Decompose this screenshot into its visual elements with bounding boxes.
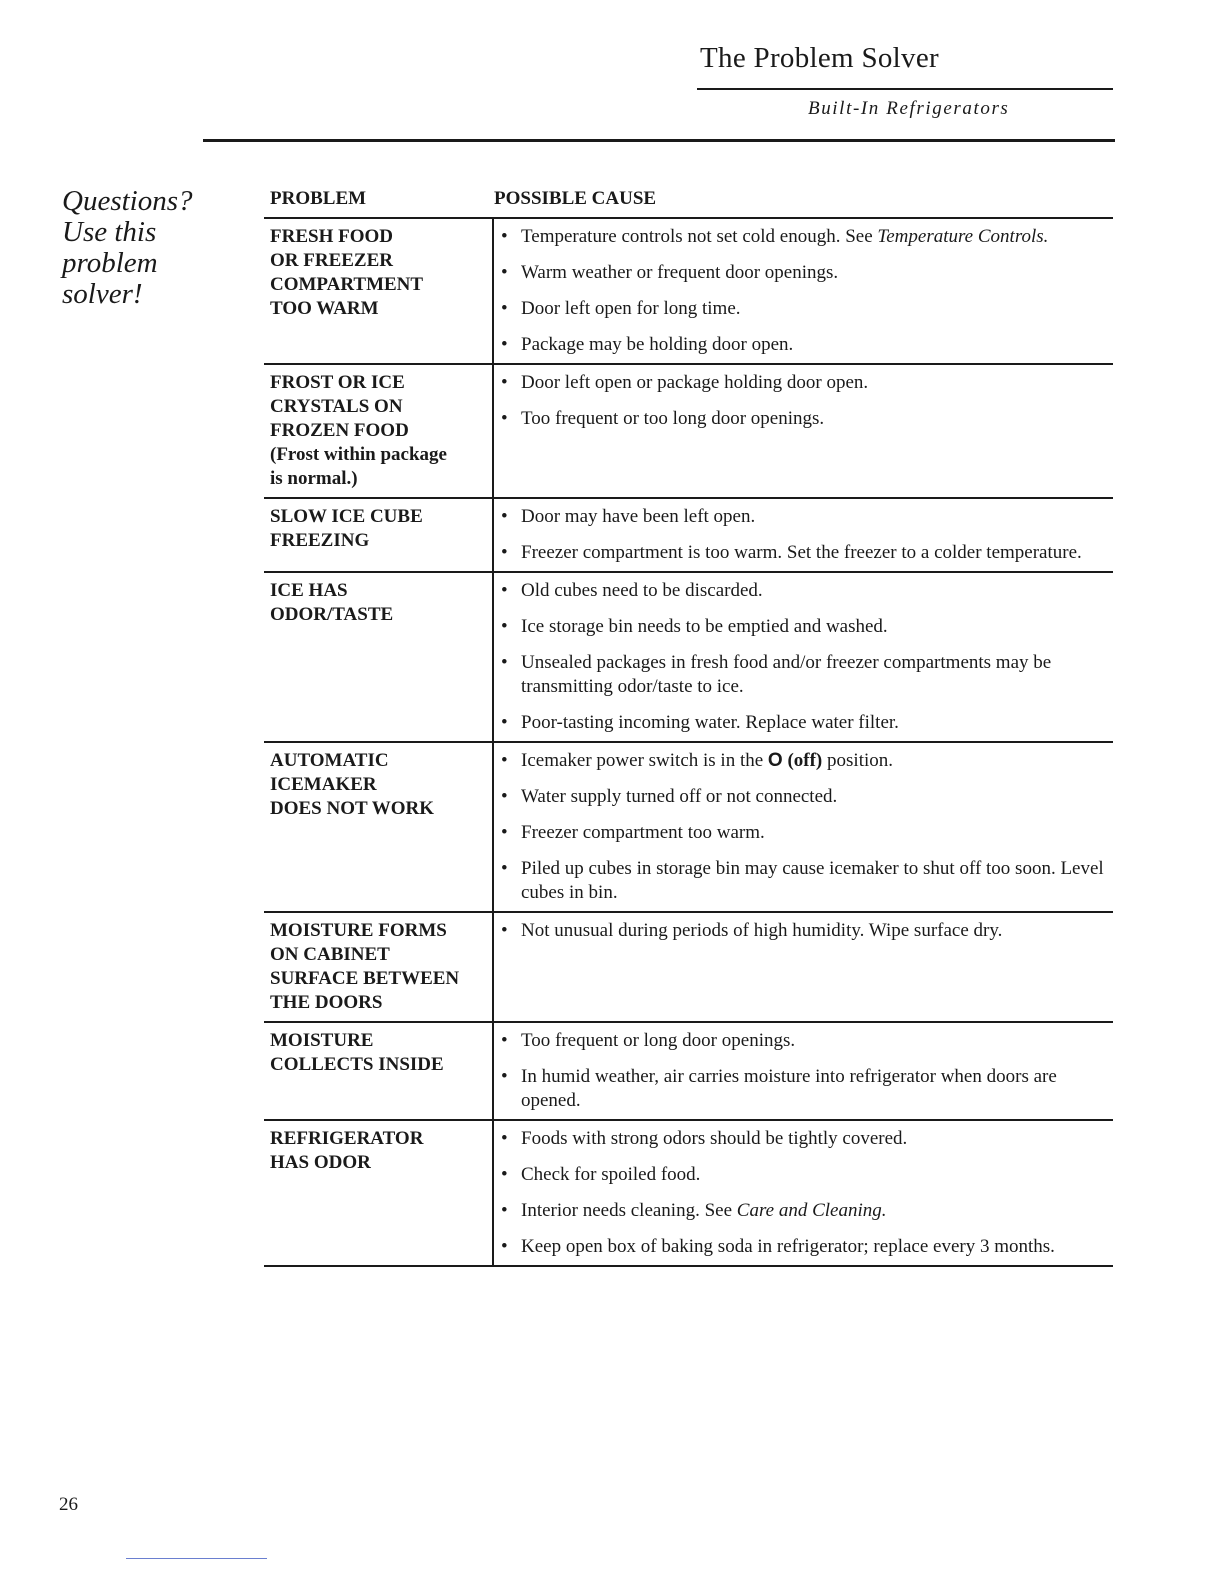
problem-line: OR FREEZER: [270, 250, 393, 271]
cause-text: Too frequent or long door openings.: [521, 1030, 796, 1051]
problem-line: (Frost within package: [270, 444, 447, 465]
cause-item: [501, 821, 1113, 845]
cause-text: Foods with strong odors should be tightly covered.: [521, 1128, 908, 1149]
cause-text: Icemaker power switch is in the: [521, 750, 768, 771]
problem-cell: [264, 1023, 494, 1119]
problem-line: MOISTURE: [270, 1030, 374, 1051]
tagline-line: Questions?: [62, 185, 193, 217]
cause-text: Door left open or package holding door open.: [521, 372, 869, 393]
problem-cell: [264, 1121, 494, 1265]
problem-line: ICEMAKER: [270, 774, 377, 795]
problem-line: SURFACE BETWEEN: [270, 968, 460, 989]
cause-text: Warm weather or frequent door openings.: [521, 262, 839, 283]
problem-line: DOES NOT WORK: [270, 798, 435, 819]
cause-text: In humid weather, air carries moisture into refrigerator when doors are opened.: [521, 1066, 1057, 1111]
problem-cell: [264, 219, 494, 363]
problem-line: AUTOMATIC: [270, 750, 389, 771]
table-row: [264, 743, 1113, 913]
page-header-title: The Problem Solver: [700, 42, 939, 74]
cause-text: Freezer compartment is too warm. Set the freezer to a colder temperature.: [521, 542, 1082, 563]
cause-text: Keep open box of baking soda in refrigerator; replace every 3 months.: [521, 1236, 1055, 1257]
cause-text: Ice storage bin needs to be emptied and washed.: [521, 616, 888, 637]
table-row: [264, 219, 1113, 365]
cause-item: [501, 333, 1113, 357]
problem-line: is normal.): [270, 468, 358, 489]
footer-divider: [126, 1558, 267, 1559]
problem-line: FRESH FOOD: [270, 226, 393, 247]
cause-item: [501, 505, 1113, 529]
cause-item: [501, 1127, 1113, 1151]
cause-item: [501, 785, 1113, 809]
problem-line: REFRIGERATOR: [270, 1128, 424, 1149]
cause-item: [501, 749, 1113, 773]
problem-line: ON CABINET: [270, 944, 390, 965]
off-switch-symbol: O: [767, 750, 783, 771]
cause-text: Not unusual during periods of high humidity. Wipe surface dry.: [521, 920, 1003, 941]
problem-cell: [264, 365, 494, 497]
cause-list: [494, 913, 1113, 1021]
cause-list: [494, 1121, 1113, 1265]
cause-text: position.: [822, 750, 893, 771]
problem-line: MOISTURE FORMS: [270, 920, 447, 941]
cause-item: [501, 579, 1113, 603]
cause-item: [501, 651, 1113, 699]
cause-item: [501, 297, 1113, 321]
table-row: [264, 1121, 1113, 1267]
problem-line: SLOW ICE CUBE: [270, 506, 423, 527]
cause-item: [501, 225, 1113, 249]
problem-line: CRYSTALS ON: [270, 396, 403, 417]
cause-text: Old cubes need to be discarded.: [521, 580, 763, 601]
problem-line: ODOR/TASTE: [270, 604, 394, 625]
cause-text: Temperature controls not set cold enough. See: [521, 226, 878, 247]
cause-item: [501, 711, 1113, 735]
problem-line: HAS ODOR: [270, 1152, 371, 1173]
cause-list: [494, 573, 1113, 741]
problem-solver-table: [264, 186, 1113, 1267]
cause-item: [501, 857, 1113, 905]
problem-cell: [264, 499, 494, 571]
cause-list: [494, 1023, 1113, 1119]
cause-item: [501, 1163, 1113, 1187]
column-header-problem: PROBLEM: [270, 188, 367, 209]
cause-item: [501, 919, 1113, 943]
column-header-possible-cause: POSSIBLE CAUSE: [494, 188, 657, 209]
cause-text: Package may be holding door open.: [521, 334, 794, 355]
problem-line: FREEZING: [270, 530, 370, 551]
problem-line: COMPARTMENT: [270, 274, 424, 295]
cause-item: [501, 1199, 1113, 1223]
problem-cell: [264, 743, 494, 911]
off-label: (off): [787, 750, 823, 771]
header-divider-long: [203, 139, 1115, 142]
cause-item: [501, 261, 1113, 285]
table-row: [264, 365, 1113, 499]
problem-cell: [264, 913, 494, 1021]
cause-item: [501, 407, 1113, 431]
cause-text: Piled up cubes in storage bin may cause icemaker to shut off too soon. Level cubes in bin.: [521, 858, 1104, 903]
cause-list: [494, 365, 1113, 497]
tagline-line: solver!: [62, 278, 143, 310]
cause-list: [494, 743, 1113, 911]
cause-text: Freezer compartment too warm.: [521, 822, 765, 843]
cause-item: [501, 615, 1113, 639]
cause-item: [501, 1235, 1113, 1259]
cross-reference: Care and Cleaning.: [736, 1200, 887, 1221]
cause-item: [501, 1029, 1113, 1053]
problem-line: ICE HAS: [270, 580, 348, 601]
table-row: [264, 573, 1113, 743]
cause-text: Unsealed packages in fresh food and/or freezer compartments may be transmitting odor/taste to ice.: [521, 652, 1052, 697]
problem-line: FROZEN FOOD: [270, 420, 409, 441]
table-row: [264, 499, 1113, 573]
cause-item: [501, 541, 1113, 565]
problem-line: COLLECTS INSIDE: [270, 1054, 444, 1075]
problem-line: THE DOORS: [270, 992, 383, 1013]
cause-item: [501, 371, 1113, 395]
cause-text: Poor-tasting incoming water. Replace water filter.: [521, 712, 899, 733]
table-row: [264, 913, 1113, 1023]
cross-reference: Temperature Controls.: [877, 226, 1049, 247]
tagline-line: Use this: [62, 216, 157, 248]
cause-text: Check for spoiled food.: [521, 1164, 701, 1185]
tagline-line: problem: [62, 247, 158, 279]
page-header-subtitle: Built-In Refrigerators: [808, 98, 1010, 119]
cause-text: Water supply turned off or not connected.: [521, 786, 838, 807]
cause-list: [494, 499, 1113, 571]
cause-text: Interior needs cleaning. See: [521, 1200, 737, 1221]
problem-line: TOO WARM: [270, 298, 379, 319]
table-row: [264, 1023, 1113, 1121]
page-number: 26: [59, 1494, 78, 1515]
cause-text: Too frequent or too long door openings.: [521, 408, 825, 429]
cause-item: [501, 1065, 1113, 1113]
table-header-row: [264, 186, 1113, 219]
cause-list: [494, 219, 1113, 363]
problem-cell: [264, 573, 494, 741]
cause-text: Door may have been left open.: [521, 506, 756, 527]
header-divider-short: [697, 88, 1113, 90]
cause-text: Door left open for long time.: [521, 298, 741, 319]
problem-line: FROST OR ICE: [270, 372, 405, 393]
sidebar-tagline: [62, 186, 212, 310]
